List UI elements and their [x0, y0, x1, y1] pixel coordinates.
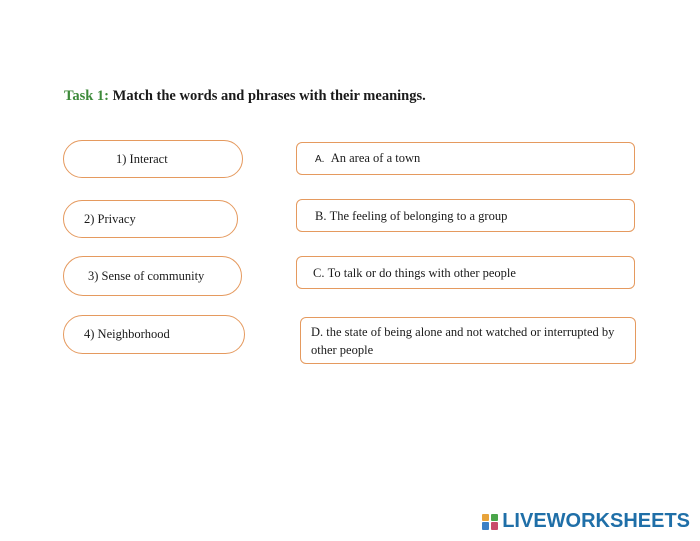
meaning-letter: A. — [315, 153, 325, 165]
meaning-box-b[interactable] — [296, 199, 635, 232]
meaning-letter: B. — [315, 208, 327, 223]
meaning-box-d[interactable] — [300, 317, 636, 364]
word-label: 4) Neighborhood — [84, 327, 170, 341]
task-instruction: Match the words and phrases with their meanings. — [109, 88, 426, 104]
word-label: 3) Sense of community — [88, 268, 205, 283]
word-oval-privacy[interactable] — [63, 200, 238, 238]
word-label: 2) Privacy — [84, 211, 136, 226]
liveworksheets-brand — [482, 510, 690, 533]
task-label: Task 1: — [64, 88, 110, 104]
meaning-letter: D. — [311, 324, 324, 339]
meaning-text: B. The feeling of belonging to a group — [315, 208, 508, 223]
word-label: 1) Interact — [116, 151, 168, 166]
word-oval-sense-of-community[interactable] — [63, 256, 242, 296]
liveworksheets-logo-icon — [482, 514, 498, 530]
task-title — [64, 88, 426, 105]
meaning-text: C. To talk or do things with other people — [313, 265, 516, 280]
meaning-text: D. the state of being alone and not watched or interrupted by other people — [311, 324, 615, 357]
meaning-box-a[interactable] — [296, 142, 635, 175]
meaning-text: A. An area of a town — [315, 150, 421, 165]
word-oval-interact[interactable] — [63, 140, 243, 178]
word-oval-neighborhood[interactable] — [63, 315, 245, 354]
meaning-box-c[interactable] — [296, 256, 635, 289]
brand-text: LIVEWORKSHEETS — [502, 510, 690, 532]
meaning-letter: C. — [313, 265, 325, 280]
